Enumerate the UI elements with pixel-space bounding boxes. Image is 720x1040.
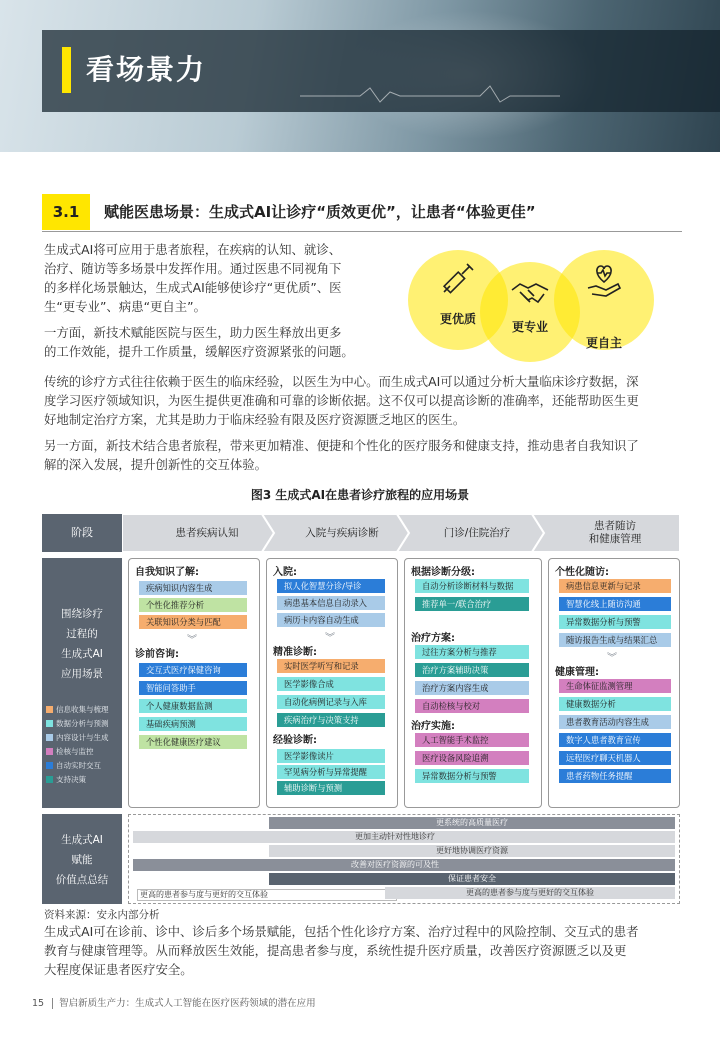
heart-hand-icon [584, 260, 624, 300]
venn-label-quality: 更优质 [439, 312, 476, 326]
column-heading: 入院: [273, 567, 297, 578]
column-heading: 个性化随访: [555, 567, 609, 578]
section-title: 赋能医患场景：生成式AI让诊疗“质效更优”，让患者“体验更佳” [104, 203, 536, 221]
scenario-tag: 个人健康数据监测 [139, 699, 247, 713]
text-line: 生成式AI可在诊前、诊中、诊后多个场景赋能，包括个性化诊疗方案、治疗过程中的风险控制、交互式的患者 [44, 924, 639, 939]
page-title: 看场景力 [86, 53, 207, 86]
handshake-icon [510, 276, 550, 310]
scenario-column-followup [548, 558, 680, 808]
text-line: 生“更专业”、病患“更自主”。 [44, 299, 206, 314]
scenario-tag: 异常数据分析与预警 [559, 615, 671, 629]
column-heading: 治疗方案: [411, 633, 455, 644]
paragraph-patient [44, 436, 684, 474]
scenario-tag: 数字人患者教育宣传 [559, 733, 671, 747]
column-heading: 精准诊断: [273, 647, 317, 658]
venn-label-professional: 更专业 [511, 320, 548, 334]
text-line: 的工作效能，提升工作质量，缓解医疗资源紧张的问题。 [44, 344, 354, 359]
paragraph-summary [44, 922, 684, 979]
scenario-tag: 拟人化智慧分诊/导诊 [277, 579, 385, 593]
scenario-label-line: 应用场景 [61, 668, 103, 680]
value-label-line: 赋能 [71, 854, 93, 866]
value-bar: 更系统的高质量医疗 [269, 817, 675, 829]
column-heading: 经验诊断: [273, 735, 317, 746]
text-line: 教育与健康管理等。从而释放医生效能，提高患者参与度，系统性提升医疗质量，改善医疗资源匮乏以及更 [44, 943, 627, 958]
scenario-label-line: 围绕诊疗 [61, 608, 103, 620]
page-number: 15 [32, 998, 53, 1009]
scenario-tag: 疾病治疗与决策支持 [277, 713, 385, 727]
legend-swatch [46, 762, 53, 769]
venn-label-autonomous: 更自主 [585, 336, 622, 350]
scenario-tag: 自动检核与校对 [415, 699, 529, 713]
scenario-label-panel [42, 558, 122, 808]
heartbeat-icon [300, 84, 560, 104]
scenario-tag: 个性化推荐分析 [139, 598, 247, 612]
value-label-panel [42, 814, 122, 904]
section-divider [42, 231, 682, 232]
column-heading: 根据诊断分级: [411, 567, 475, 578]
legend-decision-support [46, 774, 86, 785]
scenario-tag: 推荐单一/联合治疗 [415, 597, 529, 611]
scenario-tag: 生命体征监测管理 [559, 679, 671, 693]
scenario-tag: 自动化病例记录与入库 [277, 695, 385, 709]
value-bar: 更好地协调医疗资源 [269, 845, 675, 857]
column-heading: 自我知识了解: [135, 567, 199, 578]
value-summary-box [128, 814, 680, 904]
scenario-tag: 治疗方案辅助决策 [415, 663, 529, 677]
chevron-down-icon: ︾ [325, 633, 333, 644]
legend-auto-interaction [46, 760, 101, 771]
value-bar: 更加主动针对性地诊疗 [133, 831, 675, 843]
scenario-tag: 患者教育活动内容生成 [559, 715, 671, 729]
value-label-line: 价值点总结 [55, 874, 109, 886]
column-heading: 治疗实施: [411, 721, 455, 732]
section-header [42, 194, 682, 230]
scenario-tag: 医学影像读片 [277, 749, 385, 763]
scenario-tag: 交互式医疗保健咨询 [139, 663, 247, 677]
text-line: 好地制定治疗方案，尤其是助力于临床经验有限及医疗资源匮乏地区的医生。 [44, 412, 466, 427]
scenario-tag: 罕见病分析与异常提醒 [277, 765, 385, 779]
text-line: 的多样化场景触达，生成式AI能够使诊疗“更优质”、医 [44, 280, 342, 295]
text-line: 大程度保证患者医疗安全。 [44, 962, 193, 977]
legend-label: 自动实时交互 [56, 761, 101, 770]
paragraph-hospital [44, 323, 384, 361]
scenario-tag: 实时医学听写和记录 [277, 659, 385, 673]
scenario-column-treatment [404, 558, 542, 808]
column-heading: 诊前咨询: [135, 649, 179, 660]
value-bar: 更高的患者参与度与更好的交互体验 [137, 889, 397, 901]
section-number: 3.1 [42, 194, 90, 230]
stage-treatment: 门诊/住院治疗 [443, 526, 511, 539]
text-line: 治疗、随访等多场景中发挥作用。通过医患不同视角下 [44, 261, 342, 276]
legend-swatch [46, 706, 53, 713]
header-banner [0, 0, 720, 152]
value-label-line: 生成式AI [61, 834, 103, 846]
legend-data-analysis [46, 718, 109, 729]
legend-label: 数据分析与预测 [56, 719, 109, 728]
scenario-label-line: 生成式AI [61, 648, 103, 660]
chevron-down-icon: ︾ [607, 653, 615, 664]
legend-check-monitor [46, 746, 94, 757]
scenario-tag: 健康数据分析 [559, 697, 671, 711]
venn-diagram [408, 240, 678, 370]
text-line: 传统的诊疗方式往往依赖于医生的临床经验，以医生为中心。而生成式AI可以通过分析大量临床诊疗数据，深 [44, 374, 639, 389]
stage-header: 阶段 [42, 514, 122, 552]
scenario-tag: 异常数据分析与预警 [415, 769, 529, 783]
stage-cognition: 患者疾病认知 [175, 526, 239, 539]
banner-accent [62, 47, 71, 93]
stage-followup [552, 514, 678, 552]
scenario-tag: 智能问答助手 [139, 681, 247, 695]
legend-swatch [46, 720, 53, 727]
scenario-tag: 基础疾病预测 [139, 717, 247, 731]
scenario-label-line: 过程的 [66, 628, 98, 640]
scenario-tag: 病患基本信息自动录入 [277, 596, 385, 610]
patient-journey-figure [42, 514, 680, 910]
legend-label: 检核与监控 [56, 747, 94, 756]
footer-title: 智启新质生产力：生成式人工智能在医疗医药领域的潜在应用 [59, 998, 316, 1009]
scenario-tag: 治疗方案内容生成 [415, 681, 529, 695]
scenario-tag: 患者药物任务提醒 [559, 769, 671, 783]
scenario-tag: 自动分析诊断材料与数据 [415, 579, 529, 593]
scenario-tag: 辅助诊断与预测 [277, 781, 385, 795]
legend-content-design [46, 732, 109, 743]
value-bar: 更高的患者参与度与更好的交互体验 [385, 887, 675, 899]
legend-info-collection [46, 704, 109, 715]
value-bar: 改善对医疗资源的可及性 [133, 859, 675, 871]
scenario-column-cognition [128, 558, 260, 808]
scenario-tag: 过往方案分析与推荐 [415, 645, 529, 659]
legend-swatch [46, 734, 53, 741]
figure-source: 资料来源：安永内部分析 [44, 909, 160, 921]
text-line: 另一方面，新技术结合患者旅程，带来更加精准、便捷和个性化的医疗服务和健康支持，推动患者自我知识了 [44, 438, 639, 453]
scenario-tag: 病患信息更新与记录 [559, 579, 671, 593]
scenario-column-diagnosis [266, 558, 398, 808]
stage-followup-line2: 和健康管理 [588, 533, 642, 545]
stage-followup-line1: 患者随访 [594, 520, 636, 532]
scenario-tag: 医疗设备风险追溯 [415, 751, 529, 765]
legend-swatch [46, 776, 53, 783]
figure-title: 图3 生成式AI在患者诊疗旅程的应用场景 [250, 488, 470, 502]
scenario-tag: 随访报告生成与结果汇总 [559, 633, 671, 647]
value-bar: 保证患者安全 [269, 873, 675, 885]
paragraph-traditional [44, 372, 684, 429]
scenario-tag: 智慧化线上随访沟通 [559, 597, 671, 611]
scenario-tag: 个性化健康医疗建议 [139, 735, 247, 749]
venn-circle-autonomous [554, 250, 654, 350]
stage-diagnosis: 入院与疾病诊断 [305, 526, 379, 539]
paragraph-intro [44, 240, 384, 316]
text-line: 一方面，新技术赋能医院与医生，助力医生释放出更多 [44, 325, 342, 340]
scenario-tag: 人工智能手术监控 [415, 733, 529, 747]
page-footer [32, 995, 316, 1009]
chevron-down-icon: ︾ [187, 635, 195, 646]
scenario-tag: 医学影像合成 [277, 677, 385, 691]
legend-label: 支持决策 [56, 775, 86, 784]
legend-label: 信息收集与梳理 [56, 705, 109, 714]
legend-label: 内容设计与生成 [56, 733, 109, 742]
scenario-tag: 疾病知识内容生成 [139, 581, 247, 595]
text-line: 解的深入发展，提升创新性的交互体验。 [44, 457, 268, 472]
column-heading: 健康管理: [555, 667, 599, 678]
scenario-tag: 病历卡内容自动生成 [277, 613, 385, 627]
scenario-tag: 远程医疗聊天机器人 [559, 751, 671, 765]
legend-swatch [46, 748, 53, 755]
text-line: 度学习医疗领域知识，为医生提供更准确和可靠的诊断依据。这不仅可以提高诊断的准确率，还能帮助医生更 [44, 393, 639, 408]
scenario-tag: 关联知识分类与匹配 [139, 615, 247, 629]
syringe-icon [438, 262, 478, 298]
text-line: 生成式AI将可应用于患者旅程，在疾病的认知、就诊、 [44, 242, 342, 257]
